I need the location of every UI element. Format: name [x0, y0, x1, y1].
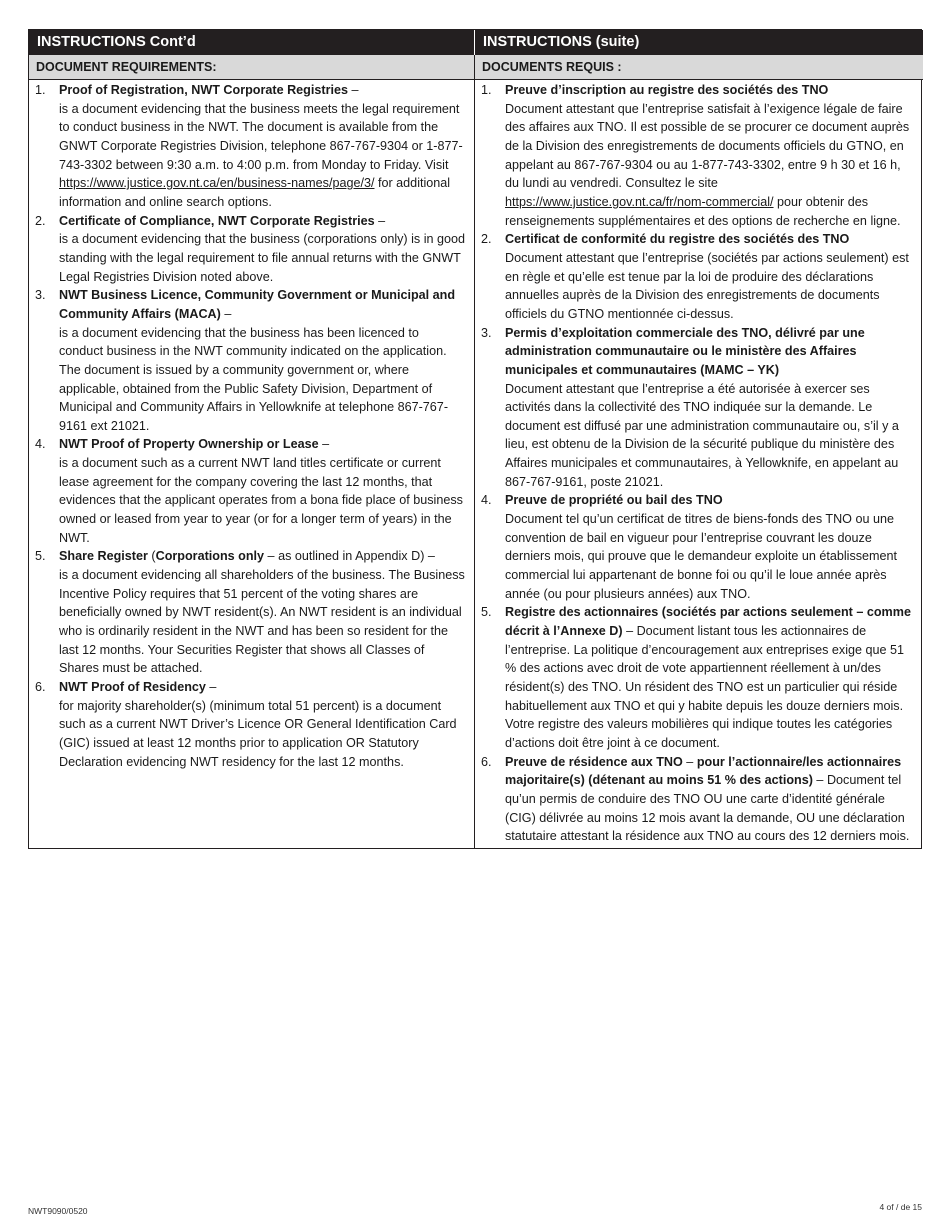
item-title: Proof of Registration, NWT Corporate Registries	[59, 83, 348, 97]
instructions-table	[28, 29, 922, 849]
list-item: 5. Registre des actionnaires (sociétés par actions seulement – comme décrit à l’Annexe D) – Document listant tous les actionnaires de l’entreprise. La politique d’encouragement aux entreprises exige que 51 % des actions avec droit de vote appartiennent réellement à un/des résident(s) des TNO. Un résident des TNO est un particulier qui réside habituellement aux TNO et qui y habite depuis les douze derniers mois. Votre registre des valeurs mobilières qui indique toutes les catégories d’actions doit être joint à ce document.	[481, 605, 911, 750]
item-title: Preuve d’inscription au registre des sociétés des TNO	[505, 83, 829, 97]
french-column	[475, 80, 923, 848]
list-item: 6. NWT Proof of Residency – for majority shareholder(s) (minimum total 51 percent) is a document such as a current NWT Driver’s Licence OR General Identification Card (GIC) issued at least 12 months prior to application OR Statutory Declaration evidencing NWT residency for the last 12 months.	[35, 680, 457, 769]
header-french: INSTRUCTIONS (suite)	[475, 30, 923, 55]
header-english: INSTRUCTIONS Cont’d	[29, 30, 475, 55]
item-title: NWT Proof of Residency	[59, 680, 206, 694]
list-item: 4. NWT Proof of Property Ownership or Lease – is a document such as a current NWT land titles certificate or current lease agreement for the company covering the last 12 months, that evidences that the applicant operates from a bona fide place of business owned or leased from year to year (or for a longer term of years) in the NWT.	[35, 437, 463, 545]
registry-link[interactable]: https://www.justice.gov.nt.ca/fr/nom-commercial/	[505, 194, 774, 209]
item-title: Preuve de propriété ou bail des TNO	[505, 493, 723, 508]
list-item: 3. NWT Business Licence, Community Government or Municipal and Community Affairs (MACA) – is a document evidencing that the business has been licenced to conduct business in the NWT community indicated on the application. The document is issued by a community government or, where applicable, obtained from the Public Safety Division, Department of Municipal and Community Affairs in Yellowknife at telephone 867-767-9161 ext 21021.	[35, 288, 456, 433]
item-title: Certificate of Compliance, NWT Corporate Registries	[59, 213, 375, 228]
item-title: Registre des actionnaires (sociétés par actions seulement – comme décrit à l’Annexe D)	[505, 605, 911, 639]
subheader-french: DOCUMENTS REQUIS :	[475, 55, 923, 80]
form-code: NWT9090/0520	[28, 1206, 88, 1216]
item-title: NWT Business Licence, Community Government or Municipal and Community Affairs (MACA)	[59, 288, 456, 321]
item-title: Permis d’exploitation commerciale des TNO, délivré par une administration communautaire ou le ministère des Affaires municipales et communautaires (MAMC – YK)	[505, 325, 865, 377]
list-item: 4. Preuve de propriété ou bail des TNO Document tel qu’un certificat de titres de biens-fonds des TNO ou une convention de bail en vigueur pour l’entreprise couvrant les douze derniers mois, qui prouve que le demandeur exploite un établissement commercial lui appartenant de bonne foi ou qu’il le loue année après année (ou pour plusieurs années) aux TNO.	[481, 493, 898, 601]
item-title: NWT Proof of Property Ownership or Lease	[59, 437, 319, 452]
list-item: 1. Proof of Registration, NWT Corporate Registries – is a document evidencing that the business meets the legal requirement to conduct business in the NWT. The document is available from the GNWT Corporate Registries Division, telephone 867-767-9304 or 1-877-743-3302 between 9:30 a.m. to 4:00 p.m. from Monday to Friday. Visit https://www.justice.gov.nt.ca/en/business-names/page/3/ for additional information and online search options.	[35, 83, 463, 209]
list-item: 6. Preuve de résidence aux TNO – pour l’actionnaire/les actionnaires majoritaire(s) (détenant au moins 51 % des actions) – Document tel qu’un permis de conduire des TNO OU une carte d’identité générale (CIG) délivrée au moins 12 mois avant la demande, OU une déclaration statutaire attestant la résidence aux TNO au cours des 12 derniers mois.	[481, 754, 910, 844]
english-column	[29, 80, 475, 848]
list-item: 3. Permis d’exploitation commerciale des TNO, délivré par une administration communautaire ou le ministère des Affaires municipales et communautaires (MAMC – YK) Document attestant que l’entreprise a été autorisée à exercer ses activités dans la collectivité des TNO indiquée sur la demande. Le document est diffusé par une administration communautaire ou, s’il y a lieu, est obtenu de la Division de la sécurité publique du ministère des Affaires municipales et communautaires, à Yellowknife, en appelant au 867-767-9161, poste 21021.	[481, 325, 899, 489]
list-item: 2. Certificat de conformité du registre des sociétés des TNO Document attestant que l’entreprise (sociétés par actions seulement) est en règle et qu’elle est tenue par la loi de produire des déclarations annuelles auprès de la Division des enregistrements de documents officiels du GTNO mentionnée ci-dessus.	[481, 232, 909, 321]
registry-link[interactable]: https://www.justice.gov.nt.ca/en/business-names/page/3/	[59, 176, 375, 191]
item-title: Preuve de résidence aux TNO	[505, 754, 683, 769]
item-title: Certificat de conformité du registre des sociétés des TNO	[505, 232, 850, 247]
page-number: 4 of / de 15	[879, 1202, 922, 1212]
list-item: 5. Share Register (Corporations only – as outlined in Appendix D) – is a document evidencing all shareholders of the business. The Business Incentive Policy requires that 51 percent of the voting shares are beneficially owned by NWT resident(s). An NWT resident is an individual who is ordinarily resident in the NWT and has been so resident for the last 12 months. Your Securities Register that shows all Classes of Shares must be attached.	[35, 549, 465, 676]
item-title: Share Register	[59, 549, 148, 564]
subheader-english: DOCUMENT REQUIREMENTS:	[29, 55, 475, 80]
list-item: 2. Certificate of Compliance, NWT Corporate Registries – is a document evidencing that the business (corporations only) is in good standing with the legal requirement to file annual returns with the GNWT Legal Registries Division noted above.	[35, 213, 466, 284]
list-item: 1. Preuve d’inscription au registre des sociétés des TNO Document attestant que l’entreprise satisfait à l’exigence légale de faire des affaires aux TNO. Il est possible de se procurer ce document auprès de la Division des enregistrements de documents officiels du GTNO, en appelant au 867-767-9304 ou au 1-877-743-3302, entre 9 h 30 et 16 h, du lundi au vendredi. Consultez le site https://www.justice.gov.nt.ca/fr/nom-commercial/ pour obtenir des renseignements supplémentaires et des options de recherche en ligne.	[481, 83, 910, 228]
